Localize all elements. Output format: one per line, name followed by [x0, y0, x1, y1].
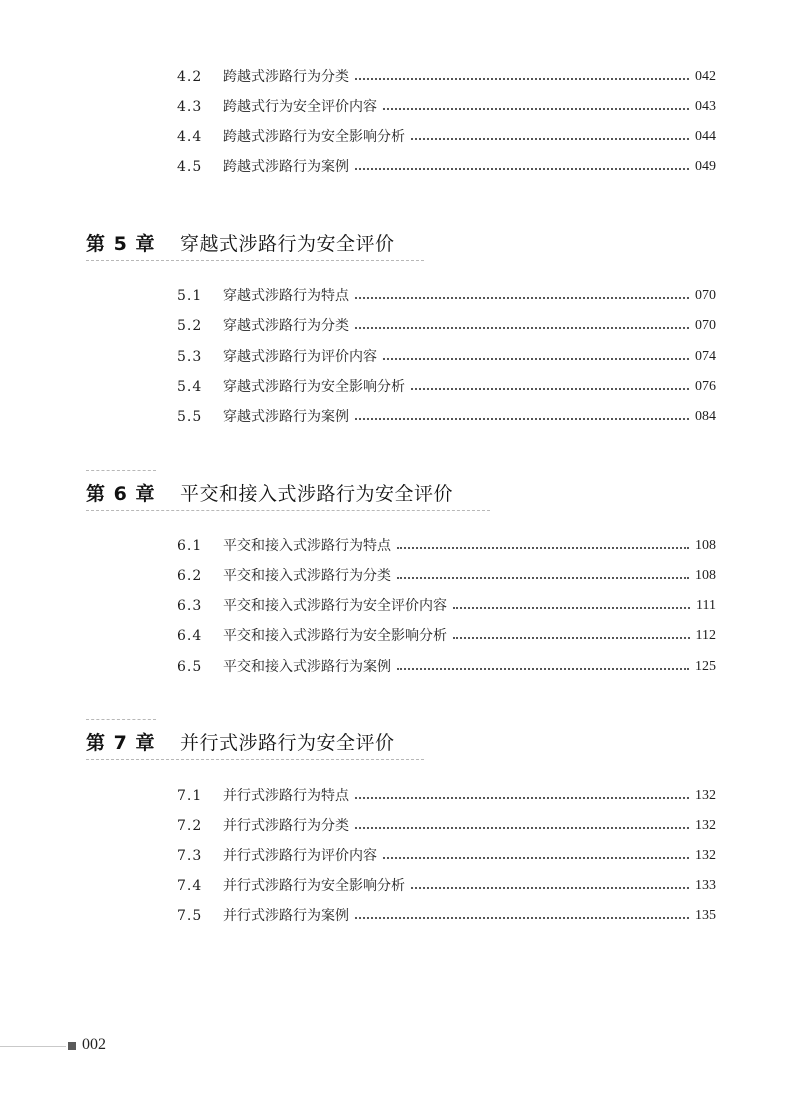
- dot-leader: [453, 637, 690, 639]
- section-number: 5.3: [177, 349, 203, 365]
- toc-entry-6-2: [177, 565, 716, 587]
- dot-leader: [355, 917, 689, 919]
- chapter-title: 平交和接入式涉路行为安全评价: [180, 482, 454, 505]
- section-title: 平交和接入式涉路行为安全影响分析: [223, 628, 447, 644]
- section-title: 跨越式涉路行为案例: [223, 159, 349, 175]
- section-title: 跨越式行为安全评价内容: [223, 99, 377, 115]
- section-page: 112: [695, 628, 716, 643]
- section-page: 132: [695, 788, 716, 803]
- chapter-label: 第 6 章: [86, 482, 156, 505]
- toc-entry-4-5: [177, 156, 716, 178]
- dot-leader: [355, 78, 689, 80]
- chapter-heading-5: [86, 222, 395, 262]
- toc-entry-5-5: [177, 406, 716, 428]
- toc-entry-7-1: [177, 785, 716, 807]
- section-page: 108: [695, 538, 716, 553]
- chapter-underline: [86, 759, 424, 760]
- toc-entry-6-4: [177, 625, 716, 647]
- toc-entry-6-3: [177, 595, 716, 617]
- section-number: 6.4: [177, 628, 203, 644]
- section-number: 6.1: [177, 538, 203, 554]
- section-page: 074: [695, 349, 716, 364]
- section-title: 并行式涉路行为案例: [223, 908, 349, 924]
- toc-entry-5-1: [177, 285, 716, 307]
- section-number: 5.5: [177, 409, 203, 425]
- section-title: 平交和接入式涉路行为分类: [223, 568, 391, 584]
- dot-leader: [397, 668, 689, 670]
- toc-entry-7-2: [177, 815, 716, 837]
- section-page: 070: [695, 318, 716, 333]
- section-page: 125: [695, 659, 716, 674]
- toc-entry-6-5: [177, 656, 716, 678]
- section-page: 042: [695, 69, 716, 84]
- section-page: 135: [695, 908, 716, 923]
- section-title: 穿越式涉路行为安全影响分析: [223, 379, 405, 395]
- section-title: 平交和接入式涉路行为特点: [223, 538, 391, 554]
- toc-entry-4-2: [177, 66, 716, 88]
- footer-rule: [0, 1046, 66, 1047]
- section-page: 070: [695, 288, 716, 303]
- toc-entry-7-5: [177, 905, 716, 927]
- chapter-label: 第 5 章: [86, 232, 156, 255]
- dot-leader: [355, 797, 689, 799]
- toc-entry-5-4: [177, 376, 716, 398]
- toc-entry-7-3: [177, 845, 716, 867]
- section-page: 044: [695, 129, 716, 144]
- section-page: 076: [695, 379, 716, 394]
- section-title: 跨越式涉路行为分类: [223, 69, 349, 85]
- chapter-title: 并行式涉路行为安全评价: [180, 731, 395, 754]
- chapter-overline: [86, 719, 156, 720]
- section-page: 111: [696, 598, 716, 613]
- dot-leader: [355, 327, 689, 329]
- toc-entry-4-4: [177, 126, 716, 148]
- dot-leader: [411, 887, 689, 889]
- toc-entry-7-4: [177, 875, 716, 897]
- toc-entry-4-3: [177, 96, 716, 118]
- dot-leader: [397, 577, 689, 579]
- chapter-overline: [86, 470, 156, 471]
- section-number: 6.5: [177, 659, 203, 675]
- section-page: 132: [695, 848, 716, 863]
- chapter-heading-6: [86, 472, 453, 512]
- dot-leader: [355, 827, 689, 829]
- section-number: 7.4: [177, 878, 203, 894]
- toc-entry-6-1: [177, 535, 716, 557]
- dot-leader: [397, 547, 689, 549]
- toc-entry-5-2: [177, 315, 716, 337]
- dot-leader: [411, 138, 689, 140]
- section-title: 并行式涉路行为评价内容: [223, 848, 377, 864]
- dot-leader: [355, 297, 689, 299]
- section-title: 平交和接入式涉路行为安全评价内容: [223, 598, 447, 614]
- dot-leader: [355, 168, 689, 170]
- section-number: 7.5: [177, 908, 203, 924]
- section-title: 并行式涉路行为安全影响分析: [223, 878, 405, 894]
- section-number: 7.1: [177, 788, 203, 804]
- section-title: 并行式涉路行为分类: [223, 818, 349, 834]
- chapter-underline: [86, 510, 490, 511]
- dot-leader: [355, 418, 689, 420]
- section-number: 4.3: [177, 99, 203, 115]
- section-number: 4.2: [177, 69, 203, 85]
- section-title: 穿越式涉路行为特点: [223, 288, 349, 304]
- section-title: 穿越式涉路行为案例: [223, 409, 349, 425]
- chapter-underline: [86, 260, 424, 261]
- section-number: 5.1: [177, 288, 203, 304]
- section-page: 132: [695, 818, 716, 833]
- square-bullet-icon: [68, 1042, 76, 1050]
- section-page: 108: [695, 568, 716, 583]
- section-page: 084: [695, 409, 716, 424]
- section-number: 4.5: [177, 159, 203, 175]
- section-title: 跨越式涉路行为安全影响分析: [223, 129, 405, 145]
- dot-leader: [383, 108, 689, 110]
- dot-leader: [411, 388, 689, 390]
- section-number: 5.2: [177, 318, 203, 334]
- section-title: 并行式涉路行为特点: [223, 788, 349, 804]
- dot-leader: [383, 358, 689, 360]
- section-page: 049: [695, 159, 716, 174]
- toc-entry-5-3: [177, 346, 716, 368]
- chapter-title: 穿越式涉路行为安全评价: [180, 232, 395, 255]
- section-number: 5.4: [177, 379, 203, 395]
- section-number: 7.3: [177, 848, 203, 864]
- section-number: 4.4: [177, 129, 203, 145]
- section-page: 043: [695, 99, 716, 114]
- section-title: 平交和接入式涉路行为案例: [223, 659, 391, 675]
- dot-leader: [453, 607, 690, 609]
- section-title: 穿越式涉路行为分类: [223, 318, 349, 334]
- section-number: 6.2: [177, 568, 203, 584]
- page-number: 002: [82, 1036, 106, 1053]
- section-number: 7.2: [177, 818, 203, 834]
- section-page: 133: [695, 878, 716, 893]
- section-title: 穿越式涉路行为评价内容: [223, 349, 377, 365]
- chapter-label: 第 7 章: [86, 731, 156, 754]
- dot-leader: [383, 857, 689, 859]
- chapter-heading-7: [86, 721, 395, 761]
- section-number: 6.3: [177, 598, 203, 614]
